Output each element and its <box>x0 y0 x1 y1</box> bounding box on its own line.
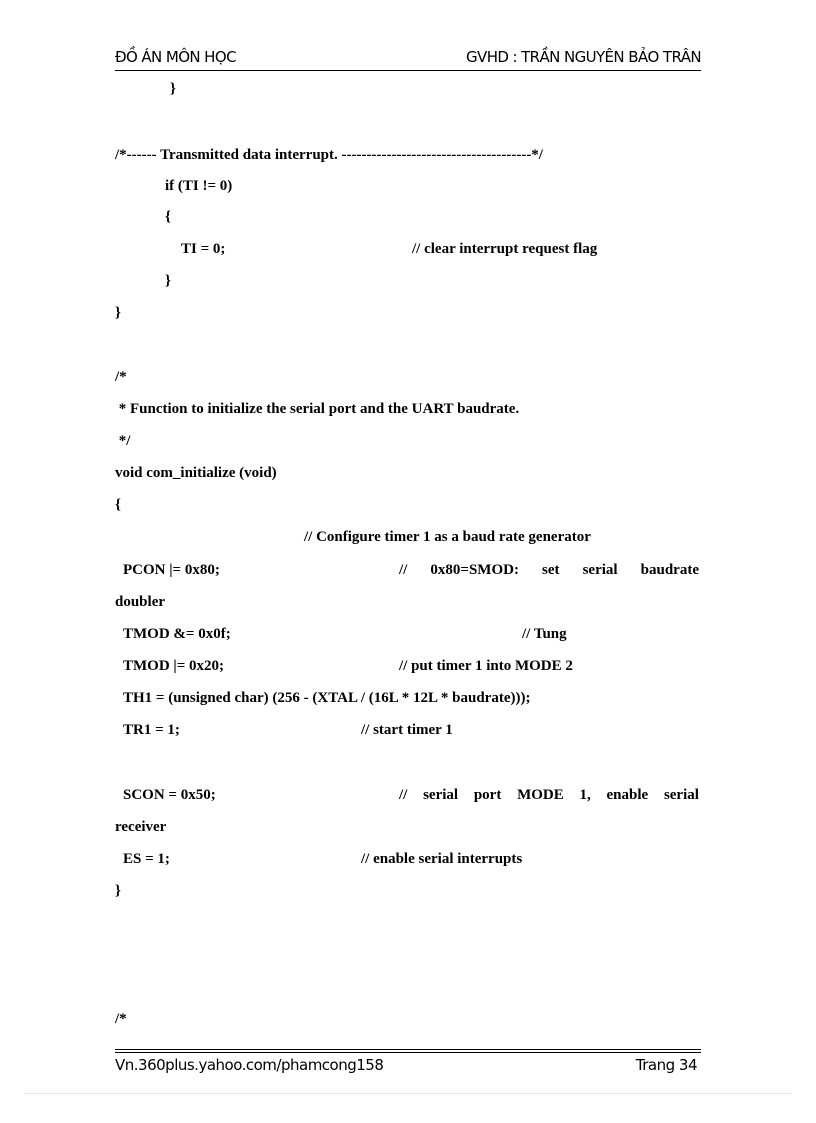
code-line: ES = 1; <box>123 851 170 867</box>
code-comment: // Tung <box>522 626 567 642</box>
footer-rule <box>115 1049 701 1050</box>
code-line: receiver <box>115 819 167 835</box>
page-header <box>115 48 701 70</box>
code-comment: // enable serial interrupts <box>361 851 523 867</box>
code-line: { <box>165 209 171 225</box>
page-edge-divider <box>25 1093 791 1094</box>
comment-word: // <box>399 562 408 578</box>
code-line: if (TI != 0) <box>165 178 233 194</box>
footer-source: Vn.360plus.yahoo.com/phamcong158 <box>115 1056 384 1074</box>
code-line: SCON = 0x50; <box>123 787 216 803</box>
code-line: doubler <box>115 594 166 610</box>
page-number: Trang 34 <box>635 1056 697 1074</box>
code-line: } <box>115 883 121 899</box>
code-comment-justified <box>399 561 699 579</box>
code-line: TMOD |= 0x20; <box>123 658 225 674</box>
code-line: void com_initialize (void) <box>115 465 277 481</box>
comment-word: 1, <box>579 787 591 803</box>
code-line: /*------ Transmitted data interrupt. --------------------------------------*/ <box>115 147 543 163</box>
comment-word: port <box>473 787 502 803</box>
code-line: TMOD &= 0x0f; <box>123 626 231 642</box>
code-comment-justified <box>399 786 699 804</box>
code-line: TH1 = (unsigned char) (256 - (XTAL / (16L * 12L * baudrate))); <box>123 690 531 706</box>
code-line: } <box>165 273 171 289</box>
code-line: } <box>170 81 176 97</box>
header-rule <box>115 70 701 71</box>
header-right: GVHD : TRẦN NGUYÊN BẢO TRÂN <box>466 48 701 66</box>
code-line: * Function to initialize the serial port and the UART baudrate. <box>115 401 520 417</box>
footer-rule <box>115 1052 701 1053</box>
comment-word: 0x80=SMOD: <box>430 562 519 578</box>
page-footer <box>115 1056 701 1076</box>
comment-word: // <box>399 787 408 803</box>
comment-word: serial <box>663 787 699 803</box>
comment-word: serial <box>582 562 618 578</box>
code-line: { <box>115 497 121 513</box>
code-comment: // clear interrupt request flag <box>412 241 598 257</box>
code-line: */ <box>115 433 131 449</box>
comment-word: enable <box>606 787 649 803</box>
code-line: TR1 = 1; <box>123 722 180 738</box>
code-line: TI = 0; <box>181 241 226 257</box>
code-comment: // Configure timer 1 as a baud rate generator <box>304 529 591 545</box>
code-line: } <box>115 305 121 321</box>
code-comment: // put timer 1 into MODE 2 <box>399 658 573 674</box>
header-left: ĐỒ ÁN MÔN HỌC <box>115 48 236 66</box>
code-comment: // start timer 1 <box>361 722 453 738</box>
code-line: /* <box>115 369 127 385</box>
code-line: PCON |= 0x80; <box>123 562 220 578</box>
comment-word: baudrate <box>640 562 699 578</box>
comment-word: serial <box>423 787 459 803</box>
code-line: /* <box>115 1011 127 1027</box>
comment-word: set <box>542 562 560 578</box>
comment-word: MODE <box>517 787 564 803</box>
